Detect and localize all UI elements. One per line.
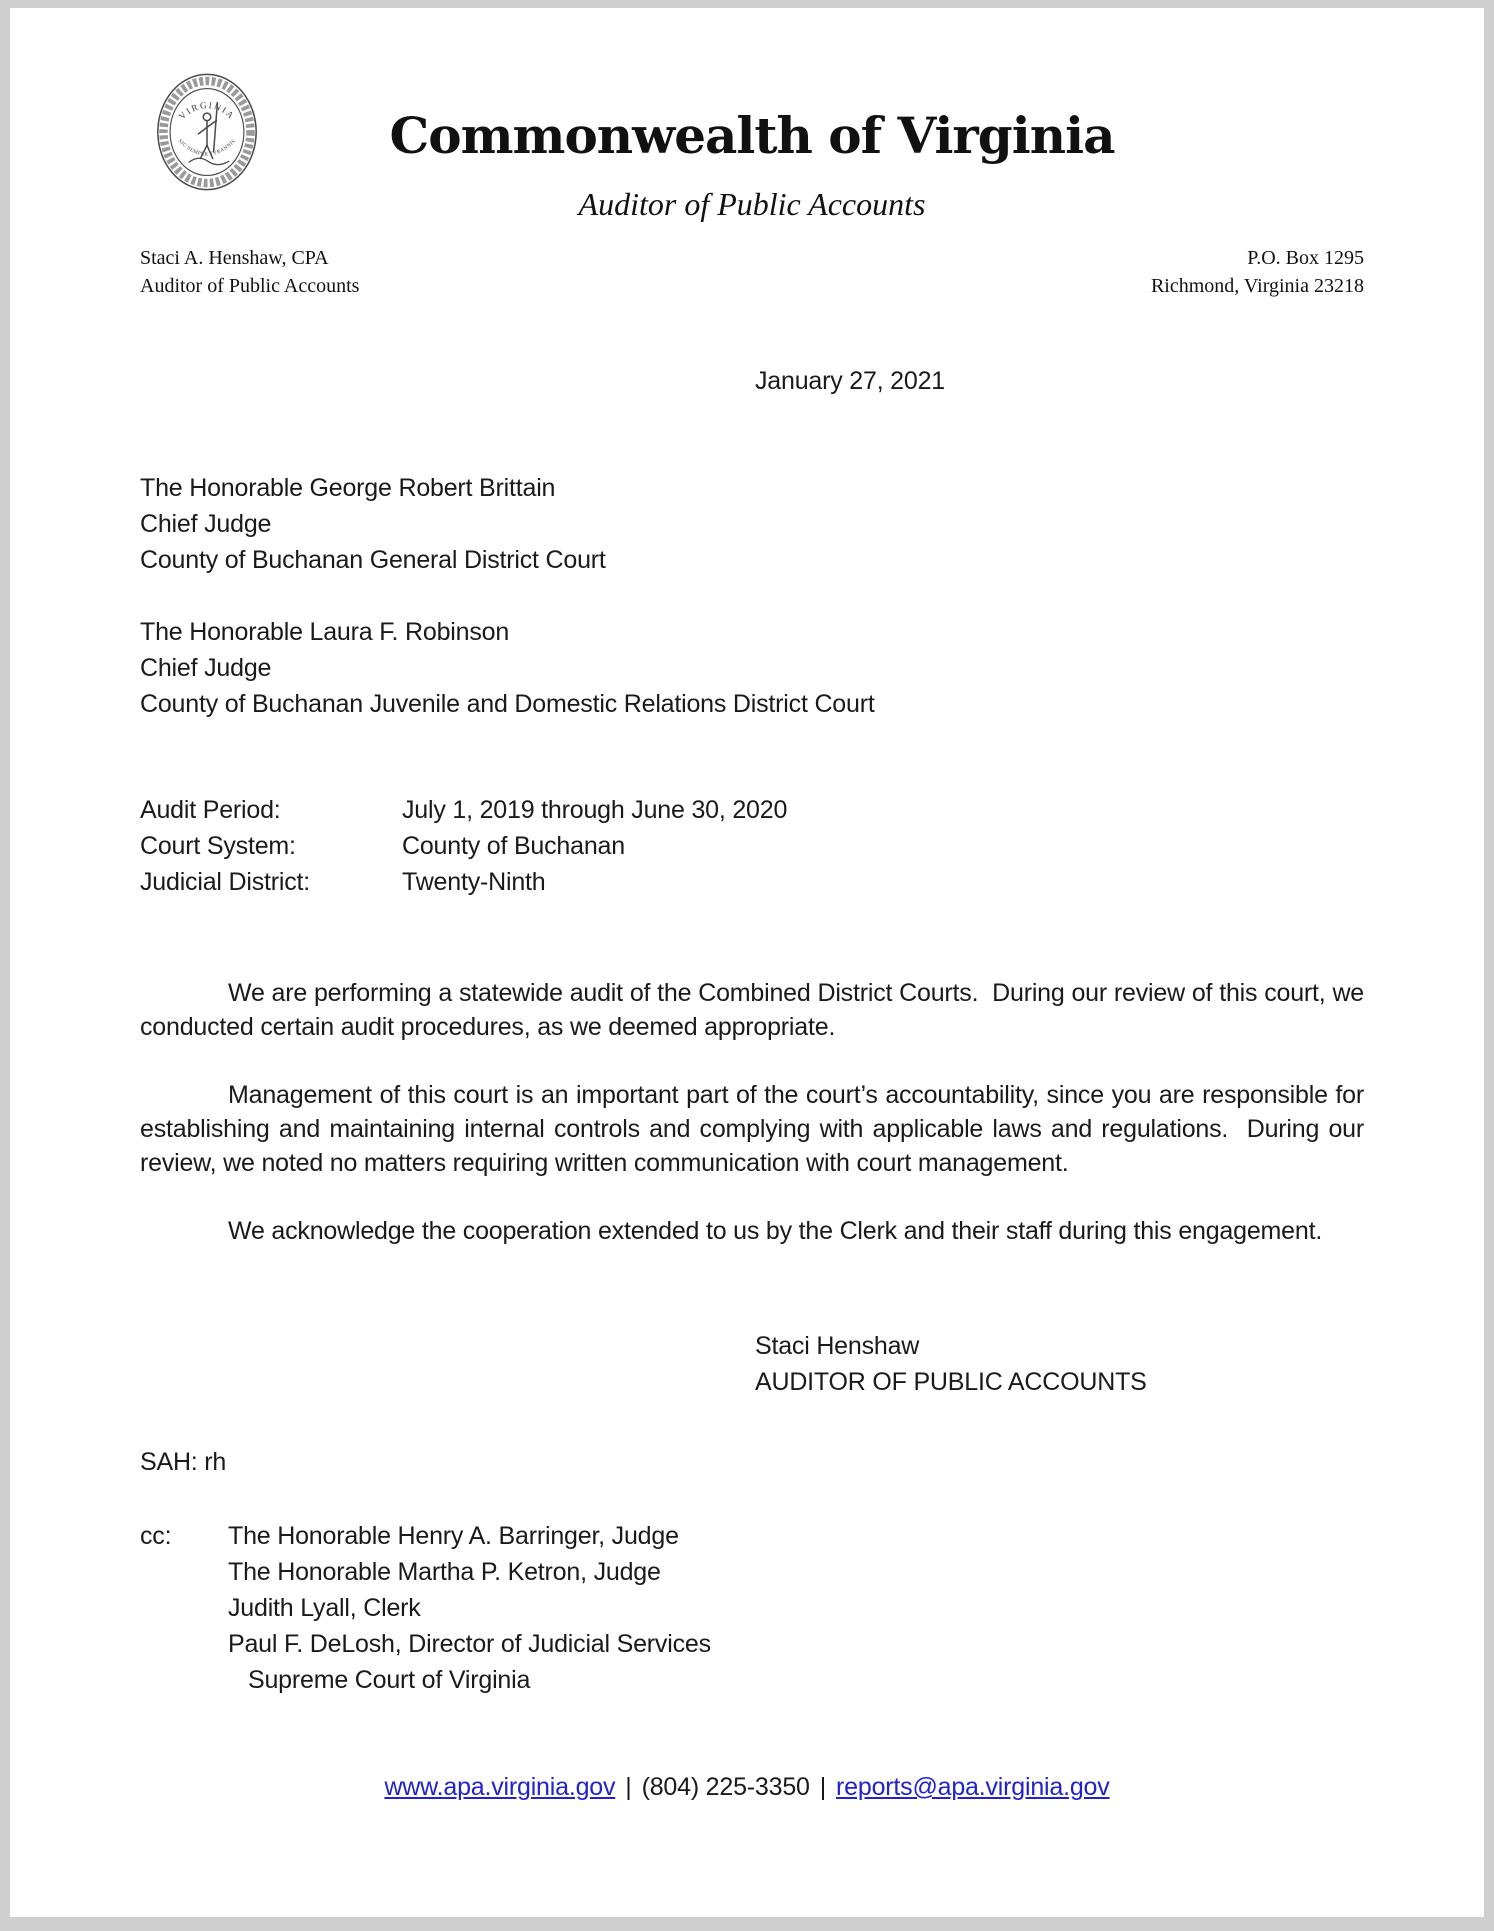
letterhead [140,8,1364,222]
recipient-title: Chief Judge [140,654,272,682]
website-link[interactable]: www.apa.virginia.gov [384,1773,616,1801]
cc-name: The Honorable Henry A. Barringer, Judge [228,1522,679,1550]
footer-separator: | [819,1773,827,1801]
virginia-state-seal-icon [155,70,259,194]
body-paragraph-3: We acknowledge the cooperation extended to us by the Clerk and their staff during this engagement. [228,1217,1323,1245]
court-system-label: Court System: [140,832,296,860]
audit-period-row [140,792,1364,828]
recipient-name: The Honorable Laura F. Robinson [140,618,510,646]
cc-row [140,1518,1364,1554]
cc-name: Judith Lyall, Clerk [228,1594,421,1622]
signer-title: AUDITOR OF PUBLIC ACCOUNTS [755,1368,1147,1396]
judicial-district-value: Twenty-Ninth [402,868,546,896]
recipient-court: County of Buchanan General District Court [140,546,606,574]
cc-block [140,1518,1364,1698]
audit-info-block [140,792,1364,900]
org-name: Commonwealth of Virginia [389,106,1115,165]
audit-period-value: July 1, 2019 through June 30, 2020 [402,796,788,824]
po-box: P.O. Box 1295 [1247,247,1364,269]
court-system-row [140,828,1364,864]
recipient-block-2 [140,614,1364,722]
judicial-district-label: Judicial District: [140,868,311,896]
letter-page [10,8,1484,1917]
official-name: Staci A. Henshaw, CPA [140,247,329,269]
recipient-title: Chief Judge [140,510,272,538]
cc-name: The Honorable Martha P. Ketron, Judge [228,1558,661,1586]
judicial-district-row [140,864,1364,900]
official-title: Auditor of Public Accounts [140,275,360,297]
address-block [1151,244,1364,300]
cc-row [140,1590,1364,1626]
court-system-value: County of Buchanan [402,832,625,860]
official-block [140,244,359,300]
recipient-court: County of Buchanan Juvenile and Domestic Relations District Court [140,690,875,718]
email-link[interactable]: reports@apa.virginia.gov [836,1773,1110,1801]
body-paragraph-2: Management of this court is an important part of the court’s accountability, since you are responsible for establishing and maintaining internal controls and complying with applicable laws and regulations. During our review, we noted no matters requiring written communication with court management. [140,1081,1371,1177]
reference-initials: SAH: rh [140,1448,227,1476]
recipient-name: The Honorable George Robert Brittain [140,474,556,502]
cc-name: Supreme Court of Virginia [248,1666,531,1694]
footer-contact-line [10,1773,1484,1802]
letter-date: January 27, 2021 [755,367,946,395]
seal-top-text: VIRGINIA [176,99,238,122]
cc-name: Paul F. DeLosh, Director of Judicial Services [228,1630,711,1658]
cc-row [140,1554,1364,1590]
seal-motto-text: SIC SEMPER TYRANNIS [176,138,238,158]
org-subtitle: Auditor of Public Accounts [578,186,926,222]
cc-row [140,1662,1364,1698]
city-state-zip: Richmond, Virginia 23218 [1150,275,1364,297]
cc-row [140,1626,1364,1662]
recipient-block-1 [140,470,1364,578]
signature-block [755,1328,1364,1400]
footer-separator: | [625,1773,632,1801]
body-paragraph-1: We are performing a statewide audit of the Combined District Courts. During our review of this court, we conducted certain audit procedures, as we deemed appropriate. [140,979,1371,1041]
cc-label: cc: [140,1522,172,1550]
signer-name: Staci Henshaw [755,1332,920,1360]
phone-number: (804) 225-3350 [641,1773,810,1801]
audit-period-label: Audit Period: [140,796,281,824]
svg-text:VIRGINIA [177,100,237,122]
letterhead-info-row [140,244,1364,300]
